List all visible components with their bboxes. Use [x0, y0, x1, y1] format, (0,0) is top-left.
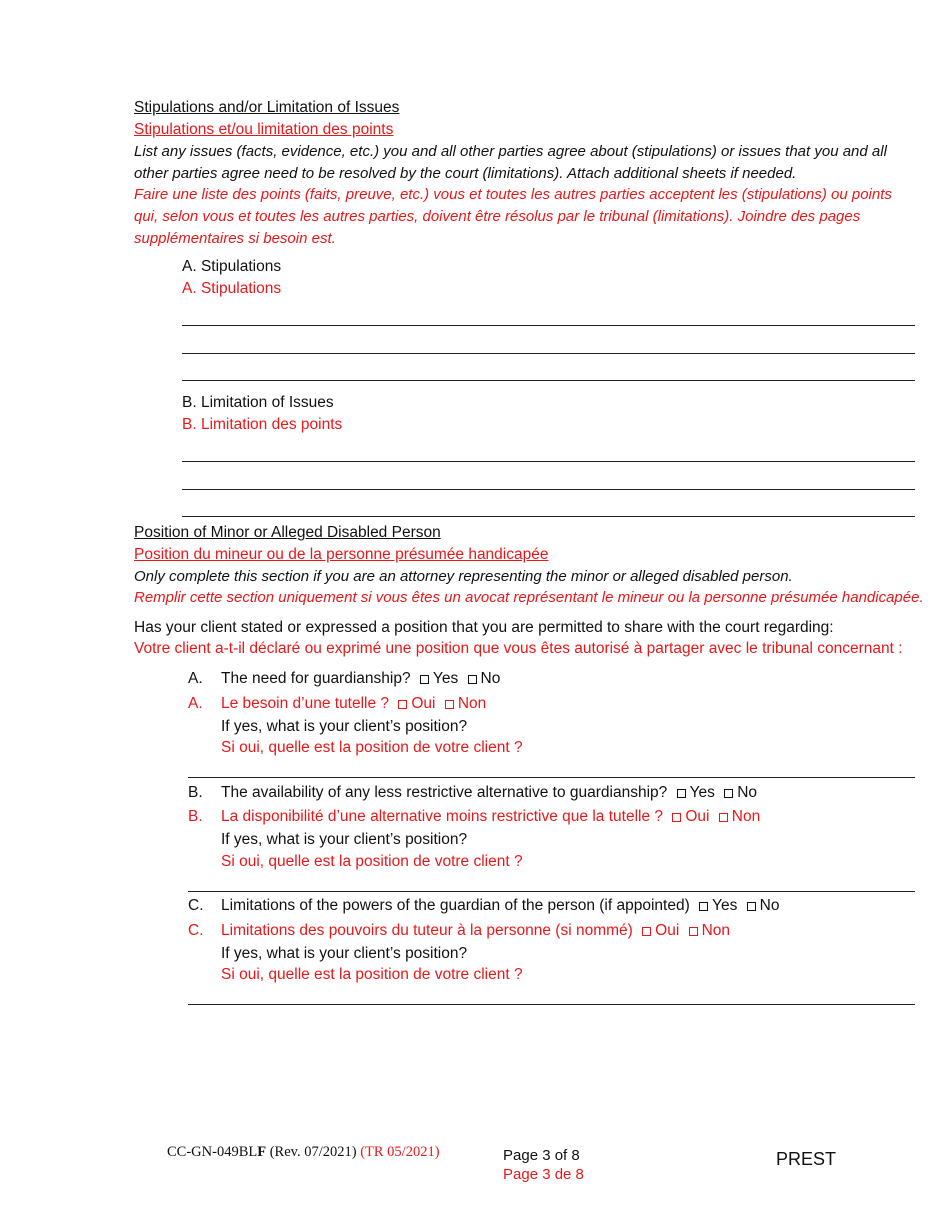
- item-b-followup-fr: Si oui, quelle est la position de votre client ?: [221, 853, 523, 870]
- item-a-question-fr: A. Le besoin d’une tutelle ? Oui Non: [188, 695, 487, 712]
- stipulations-instructions-fr-2: qui, selon vous et toutes les autres parties, doivent être résolus par le tribunal (limitations). Joindre des pages: [134, 208, 861, 225]
- stipulations-instructions-en-1: List any issues (facts, evidence, etc.) you and all other parties agree about (stipulations) or issues that you and all: [134, 143, 887, 160]
- stipulations-instructions-fr-3: supplémentaires si besoin est.: [134, 230, 336, 247]
- stipulations-a-label-en: A. Stipulations: [182, 258, 282, 275]
- stipulations-instructions-fr-1: Faire une liste des points (faits, preuve, etc.) vous et toutes les autres parties acceptent les (stipulations) ou points: [134, 186, 892, 203]
- item-c-followup-en: If yes, what is your client’s position?: [221, 945, 468, 962]
- stipulations-instructions-en-2: other parties agree need to be resolved by the court (limitations). Attach additional sheets if needed.: [134, 165, 797, 182]
- item-b-no-checkbox[interactable]: [724, 789, 733, 798]
- item-a-question-en: A. The need for guardianship? Yes No: [188, 670, 501, 687]
- position-heading-en: Position of Minor or Alleged Disabled Person: [134, 524, 441, 541]
- item-a-no-checkbox[interactable]: [468, 675, 477, 684]
- position-question-fr: Votre client a-t-il déclaré ou exprimé une position que vous êtes autorisé à partager avec le tribunal concernant :: [134, 640, 903, 657]
- item-a-followup-fr: Si oui, quelle est la position de votre client ?: [221, 739, 523, 756]
- position-instructions-fr: Remplir cette section uniquement si vous êtes un avocat représentant le mineur ou la personne présumée handicapée.: [134, 589, 924, 606]
- page-number-en: Page 3 of 8: [503, 1147, 580, 1164]
- item-b-followup-en: If yes, what is your client’s position?: [221, 831, 468, 848]
- form-code: CC-GN-049BLF (Rev. 07/2021) (TR 05/2021): [167, 1144, 440, 1160]
- stipulations-a-label-fr: A. Stipulations: [182, 280, 282, 297]
- item-a-non-checkbox[interactable]: [445, 700, 454, 709]
- item-a-answer-line[interactable]: [188, 777, 915, 778]
- stipulations-heading-fr: Stipulations et/ou limitation des points: [134, 121, 394, 138]
- stipulations-heading-en: Stipulations and/or Limitation of Issues: [134, 99, 400, 116]
- stipulations-answer-line-2[interactable]: [182, 353, 915, 354]
- item-b-non-checkbox[interactable]: [719, 813, 728, 822]
- position-instructions-en: Only complete this section if you are an attorney representing the minor or alleged disabled person.: [134, 568, 793, 585]
- item-c-followup-fr: Si oui, quelle est la position de votre client ?: [221, 966, 523, 983]
- item-c-non-checkbox[interactable]: [689, 927, 698, 936]
- item-b-answer-line[interactable]: [188, 891, 915, 892]
- limitation-answer-line-2[interactable]: [182, 489, 915, 490]
- stipulations-answer-line-3[interactable]: [182, 380, 915, 381]
- item-c-yes-checkbox[interactable]: [699, 902, 708, 911]
- item-b-question-fr: B. La disponibilité d’une alternative moins restrictive que la tutelle ? Oui Non: [188, 808, 761, 825]
- item-c-answer-line[interactable]: [188, 1004, 915, 1005]
- item-a-followup-en: If yes, what is your client’s position?: [221, 718, 468, 735]
- item-b-yes-checkbox[interactable]: [677, 789, 686, 798]
- position-question-en: Has your client stated or expressed a position that you are permitted to share with the court regarding:: [134, 619, 834, 636]
- prest-label: PREST: [776, 1149, 837, 1169]
- item-b-oui-checkbox[interactable]: [672, 813, 681, 822]
- position-heading-fr: Position du mineur ou de la personne présumée handicapée: [134, 546, 549, 563]
- item-c-no-checkbox[interactable]: [747, 902, 756, 911]
- item-c-question-fr: C. Limitations des pouvoirs du tuteur à la personne (si nommé) Oui Non: [188, 922, 731, 939]
- limitation-answer-line-1[interactable]: [182, 461, 915, 462]
- item-c-question-en: C. Limitations of the powers of the guardian of the person (if appointed) Yes No: [188, 897, 780, 914]
- limitation-b-label-fr: B. Limitation des points: [182, 416, 343, 433]
- item-b-question-en: B. The availability of any less restrictive alternative to guardianship? Yes No: [188, 784, 758, 801]
- item-c-oui-checkbox[interactable]: [642, 927, 651, 936]
- page-number-fr: Page 3 de 8: [503, 1166, 584, 1183]
- limitation-b-label-en: B. Limitation of Issues: [182, 394, 334, 411]
- item-a-oui-checkbox[interactable]: [398, 700, 407, 709]
- limitation-answer-line-3[interactable]: [182, 516, 915, 517]
- item-a-yes-checkbox[interactable]: [420, 675, 429, 684]
- stipulations-answer-line-1[interactable]: [182, 325, 915, 326]
